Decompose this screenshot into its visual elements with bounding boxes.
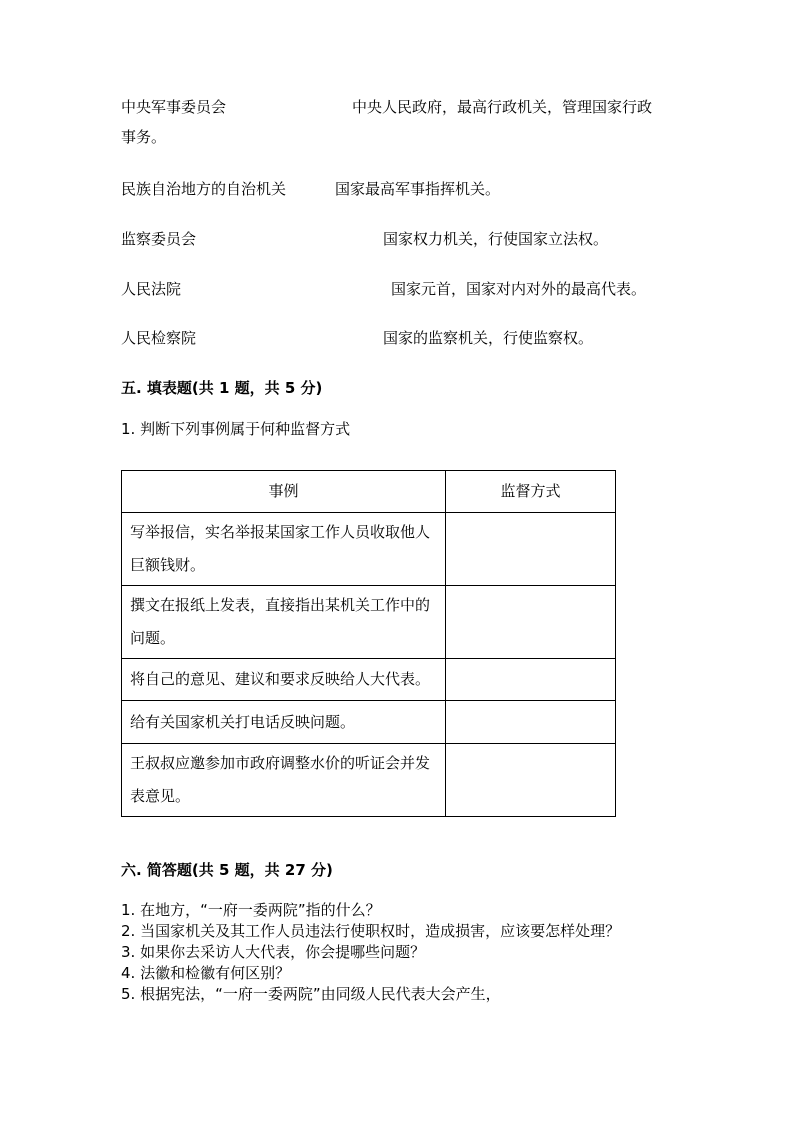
table-cell-case: 王叔叔应邀参加市政府调整水价的听证会并发表意见。 — [122, 744, 446, 817]
table-cell-answer[interactable] — [446, 701, 616, 744]
table-row — [122, 586, 616, 659]
match-right-5: 国家的监察机关，行使监察权。 — [383, 329, 594, 347]
table-header-method: 监督方式 — [446, 471, 616, 513]
section5-heading: 五. 填表题(共 1 题，共 5 分) — [121, 379, 323, 397]
table-row — [122, 701, 616, 744]
match-left-3: 监察委员会 — [121, 230, 197, 248]
table-header-case: 事例 — [122, 471, 446, 513]
table-cell-answer[interactable] — [446, 659, 616, 701]
table-cell-case: 给有关国家机关打电话反映问题。 — [122, 701, 446, 744]
table-cell-answer[interactable] — [446, 586, 616, 659]
match-left-2: 民族自治地方的自治机关 — [121, 180, 287, 198]
table-row — [122, 659, 616, 701]
short-question-5: 5. 根据宪法，“一府一委两院”由同级人民代表大会产生， — [121, 985, 501, 1003]
match-right-1-cont: 事务。 — [121, 128, 167, 146]
table-cell-answer[interactable] — [446, 744, 616, 817]
match-left-5: 人民检察院 — [121, 329, 197, 347]
short-question-3: 3. 如果你去采访人大代表，你会提哪些问题？ — [121, 943, 426, 961]
section5-question: 1. 判断下列事例属于何种监督方式 — [121, 420, 351, 438]
match-left-4: 人民法院 — [121, 280, 182, 298]
table-header-row — [122, 471, 616, 513]
table-cell-case: 将自己的意见、建议和要求反映给人大代表。 — [122, 659, 446, 701]
match-left-1: 中央军事委员会 — [121, 98, 227, 116]
supervision-table — [121, 470, 616, 817]
short-question-4: 4. 法徽和检徽有何区别？ — [121, 964, 291, 982]
match-right-3: 国家权力机关，行使国家立法权。 — [383, 230, 609, 248]
table-cell-answer[interactable] — [446, 513, 616, 586]
table-cell-case: 撰文在报纸上发表，直接指出某机关工作中的问题。 — [122, 586, 446, 659]
short-question-1: 1. 在地方，“一府一委两院”指的什么？ — [121, 901, 381, 919]
table-row — [122, 513, 616, 586]
section6-heading: 六. 简答题(共 5 题，共 27 分) — [121, 861, 333, 879]
match-right-1: 中央人民政府，最高行政机关，管理国家行政 — [352, 98, 653, 116]
table-cell-case: 写举报信，实名举报某国家工作人员收取他人巨额钱财。 — [122, 513, 446, 586]
table-row — [122, 744, 616, 817]
match-right-4: 国家元首，国家对内对外的最高代表。 — [391, 280, 647, 298]
short-question-2: 2. 当国家机关及其工作人员违法行使职权时，造成损害，应该要怎样处理？ — [121, 922, 621, 940]
match-right-2: 国家最高军事指挥机关。 — [335, 180, 501, 198]
